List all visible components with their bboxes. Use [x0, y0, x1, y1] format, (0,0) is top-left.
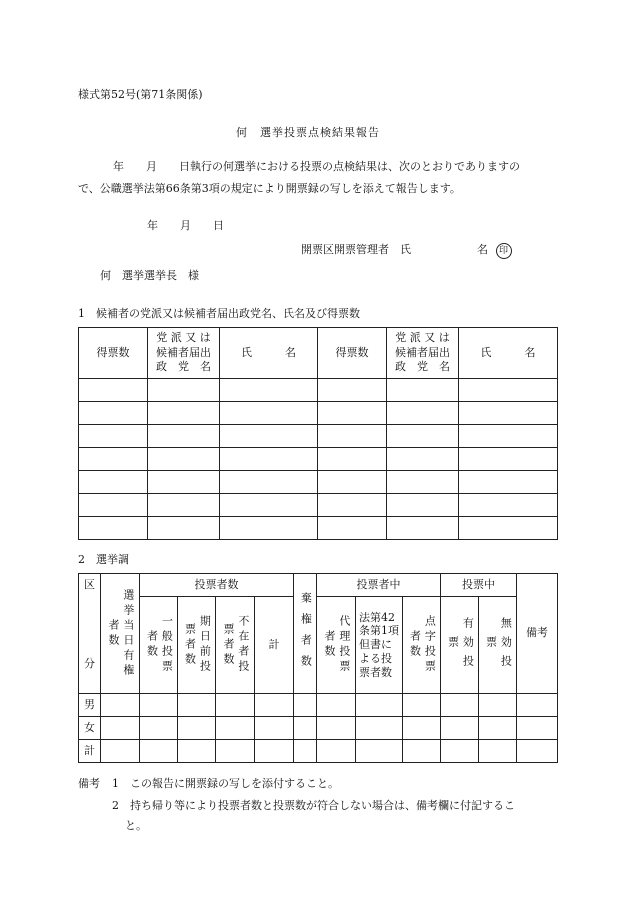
table-row [79, 471, 558, 494]
cell[interactable] [220, 494, 318, 517]
article42-voters-header: 法第42条第1項但書による投票者数 [356, 597, 403, 694]
abstain-header: 棄権者数 [294, 574, 317, 694]
cell[interactable] [148, 517, 220, 540]
cell[interactable] [317, 717, 356, 740]
cell[interactable] [387, 517, 459, 540]
cell[interactable] [148, 379, 220, 402]
votes-header-2: 得票数 [318, 328, 387, 379]
cell[interactable] [79, 517, 148, 540]
cell[interactable] [148, 425, 220, 448]
cell[interactable] [441, 740, 479, 763]
cell[interactable] [517, 717, 558, 740]
table-row [79, 694, 558, 717]
cell[interactable] [140, 717, 178, 740]
cell[interactable] [387, 494, 459, 517]
intro-line-1: 年 月 日執行の何選挙における投票の点検結果は、次のとおりでありますの [113, 160, 520, 173]
ballots-group-header: 投票中 [441, 574, 517, 597]
cell[interactable] [459, 471, 558, 494]
cell[interactable] [403, 694, 441, 717]
cell[interactable] [318, 494, 387, 517]
addressee: 何 選挙選挙長 様 [100, 269, 199, 282]
name-header-1: 氏 名 [220, 328, 318, 379]
table-row [79, 425, 558, 448]
bun-label: 分 [84, 656, 95, 670]
voters-group-header: 投票者数 [140, 574, 294, 597]
party-header-2: 党 派 又 は 候補者届出 政 党 名 [387, 328, 459, 379]
cell[interactable] [459, 379, 558, 402]
cell[interactable] [387, 471, 459, 494]
table-row [79, 448, 558, 471]
cell[interactable] [403, 717, 441, 740]
table-row [79, 402, 558, 425]
cell[interactable] [441, 694, 479, 717]
cell[interactable] [148, 402, 220, 425]
voters-total-header: 計 [255, 597, 294, 694]
cell[interactable] [148, 494, 220, 517]
cell[interactable] [479, 717, 517, 740]
election-table [78, 573, 558, 763]
cell[interactable] [294, 740, 317, 763]
cell[interactable] [220, 379, 318, 402]
early-voters-header: 期日前投票者数 [178, 597, 216, 694]
cell[interactable] [459, 402, 558, 425]
name-header-2: 氏 名 [459, 328, 558, 379]
row-label-male: 男 [79, 694, 101, 717]
cell[interactable] [356, 694, 403, 717]
note-2: 2 持ち帰り等により投票者数と投票数が符合しない場合は、備考欄に付記するこ [112, 799, 515, 812]
votes-header-1: 得票数 [79, 328, 148, 379]
proxy-voters-header: 代理投票者数 [317, 597, 356, 694]
reporter-line [301, 241, 512, 259]
absentee-voters-header: 不在者投票者数 [216, 597, 255, 694]
cell[interactable] [517, 740, 558, 763]
cell[interactable] [318, 448, 387, 471]
cell[interactable] [459, 448, 558, 471]
table-row [79, 379, 558, 402]
section2-heading: 2 選挙調 [78, 553, 129, 566]
document-title: 何 選挙投票点検結果報告 [236, 126, 380, 139]
cell[interactable] [178, 717, 216, 740]
cell[interactable] [140, 740, 178, 763]
seal-mark: 印 [496, 243, 512, 259]
party-header-1: 党 派 又 は 候補者届出 政 党 名 [148, 328, 220, 379]
row-label-total: 計 [79, 740, 101, 763]
among-voters-header: 投票者中 [317, 574, 441, 597]
cell[interactable] [255, 694, 294, 717]
cell[interactable] [216, 694, 255, 717]
cell[interactable] [387, 425, 459, 448]
cell[interactable] [140, 694, 178, 717]
cell[interactable] [101, 694, 140, 717]
table-row [79, 740, 558, 763]
cell[interactable] [387, 402, 459, 425]
cell[interactable] [216, 740, 255, 763]
cell[interactable] [79, 402, 148, 425]
cell[interactable] [317, 694, 356, 717]
cell[interactable] [101, 740, 140, 763]
ku-label: 区 [84, 578, 95, 591]
general-voters-header: 一般投票者数 [140, 597, 178, 694]
cell[interactable] [294, 717, 317, 740]
cell[interactable] [79, 471, 148, 494]
cell[interactable] [459, 494, 558, 517]
cell[interactable] [387, 379, 459, 402]
cell[interactable] [216, 717, 255, 740]
cell[interactable] [387, 448, 459, 471]
braille-voters-header: 点字投票者数 [403, 597, 441, 694]
cell[interactable] [255, 717, 294, 740]
registered-voters-header: 選挙当日有権者数 [101, 574, 140, 694]
cell[interactable] [441, 717, 479, 740]
cell[interactable] [79, 379, 148, 402]
cell[interactable] [479, 740, 517, 763]
cell[interactable] [317, 740, 356, 763]
cell[interactable] [220, 517, 318, 540]
remarks-header: 備考 [517, 574, 558, 694]
date-line: 年 月 日 [147, 219, 224, 232]
cell[interactable] [79, 425, 148, 448]
cell[interactable] [255, 740, 294, 763]
ku-bun-header [79, 574, 101, 694]
cell[interactable] [148, 471, 220, 494]
row-label-female: 女 [79, 717, 101, 740]
invalid-ballots-header: 無効投票 [479, 597, 517, 694]
cell[interactable] [318, 379, 387, 402]
form-number: 様式第52号(第71条関係) [78, 88, 203, 101]
cell[interactable] [356, 717, 403, 740]
cell[interactable] [318, 402, 387, 425]
reporter-label: 開票区開票管理者 氏 名 [301, 243, 488, 256]
cell[interactable] [101, 717, 140, 740]
cell[interactable] [459, 517, 558, 540]
intro-line-2: で、公職選挙法第66条第3項の規定により開票録の写しを添えて報告します。 [78, 182, 461, 195]
cell[interactable] [479, 694, 517, 717]
section1-heading: 1 候補者の党派又は候補者届出政党名、氏名及び得票数 [78, 307, 360, 320]
cell[interactable] [220, 425, 318, 448]
cell[interactable] [178, 694, 216, 717]
cell[interactable] [79, 448, 148, 471]
notes-label: 備考 [78, 777, 100, 790]
table-row [79, 494, 558, 517]
cell[interactable] [294, 694, 317, 717]
cell[interactable] [318, 425, 387, 448]
note-1: 1 この報告に開票録の写しを添付すること。 [112, 777, 339, 790]
valid-ballots-header: 有効投票 [441, 597, 479, 694]
cell[interactable] [220, 471, 318, 494]
cell[interactable] [148, 448, 220, 471]
cell[interactable] [178, 740, 216, 763]
table-row [79, 717, 558, 740]
note-2-continuation: と。 [125, 819, 147, 832]
cell[interactable] [318, 517, 387, 540]
candidate-table [78, 327, 558, 540]
cell[interactable] [79, 494, 148, 517]
cell[interactable] [403, 740, 441, 763]
table-row [79, 517, 558, 540]
cell[interactable] [318, 471, 387, 494]
cell[interactable] [517, 694, 558, 717]
cell[interactable] [356, 740, 403, 763]
cell[interactable] [459, 425, 558, 448]
cell[interactable] [220, 402, 318, 425]
cell[interactable] [220, 448, 318, 471]
